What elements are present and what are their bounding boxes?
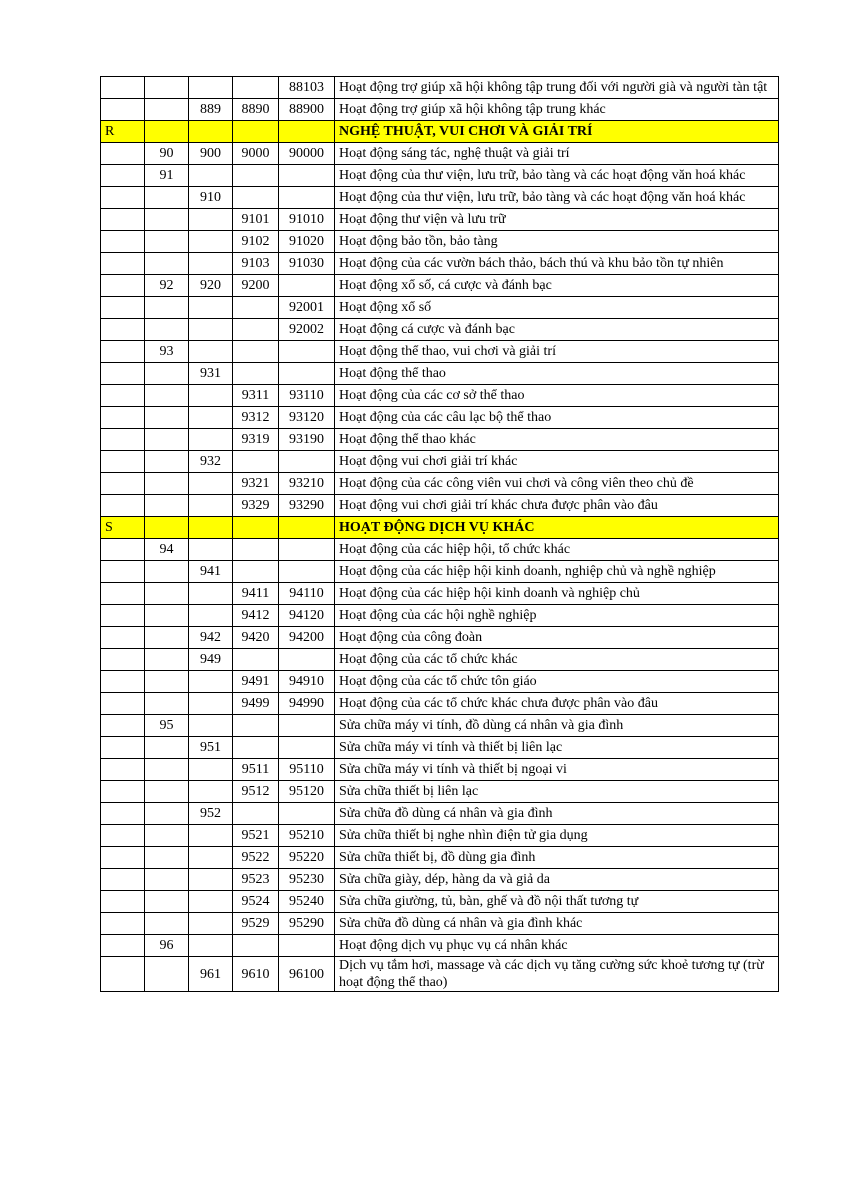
level3-code-cell [189,231,233,253]
level2-code-cell [145,517,189,539]
level3-code-cell: 889 [189,99,233,121]
level2-code-cell [145,561,189,583]
level2-code-cell [145,671,189,693]
level4-code-cell: 9411 [233,583,279,605]
level3-code-cell [189,935,233,957]
level4-code-cell [233,517,279,539]
level1-code-cell [101,297,145,319]
level5-code-cell: 88900 [279,99,335,121]
level4-code-cell: 9412 [233,605,279,627]
level3-code-cell [189,385,233,407]
table-row [101,847,779,869]
level3-code-cell: 931 [189,363,233,385]
level1-code-cell [101,627,145,649]
level4-code-cell: 9101 [233,209,279,231]
level1-code-cell [101,759,145,781]
level5-code-cell: 88103 [279,77,335,99]
level3-code-cell: 961 [189,957,233,992]
level5-code-cell: 93210 [279,473,335,495]
table-row [101,253,779,275]
table-row [101,957,779,992]
level5-code-cell [279,275,335,297]
level5-code-cell: 94110 [279,583,335,605]
level3-code-cell: 951 [189,737,233,759]
level2-code-cell [145,209,189,231]
description-cell: Hoạt động của các câu lạc bộ thể thao [335,407,779,429]
level5-code-cell [279,451,335,473]
level1-code-cell [101,891,145,913]
description-cell: Hoạt động của các công viên vui chơi và công viên theo chủ đề [335,473,779,495]
table-row [101,473,779,495]
level5-code-cell: 94990 [279,693,335,715]
table-row [101,913,779,935]
level2-code-cell [145,363,189,385]
level4-code-cell [233,649,279,671]
table-row [101,385,779,407]
level4-code-cell: 9511 [233,759,279,781]
level3-code-cell [189,209,233,231]
level2-code-cell [145,231,189,253]
level4-code-cell: 9521 [233,825,279,847]
level3-code-cell: 920 [189,275,233,297]
level3-code-cell [189,583,233,605]
level3-code-cell [189,869,233,891]
description-cell: Hoạt động trợ giúp xã hội không tập trung khác [335,99,779,121]
description-cell: Hoạt động trợ giúp xã hội không tập trung đối với người già và người tàn tật [335,77,779,99]
description-cell: Sửa chữa giày, dép, hàng da và giả da [335,869,779,891]
level4-code-cell: 9420 [233,627,279,649]
level2-code-cell [145,649,189,671]
level3-code-cell [189,319,233,341]
level4-code-cell [233,363,279,385]
description-cell: Hoạt động của công đoàn [335,627,779,649]
level1-code-cell [101,957,145,992]
level5-code-cell [279,737,335,759]
level3-code-cell [189,165,233,187]
level3-code-cell: 910 [189,187,233,209]
level1-code-cell [101,737,145,759]
level2-code-cell [145,759,189,781]
level2-code-cell: 95 [145,715,189,737]
level4-code-cell [233,165,279,187]
level4-code-cell: 9522 [233,847,279,869]
level3-code-cell [189,671,233,693]
level3-code-cell [189,891,233,913]
level3-code-cell: 941 [189,561,233,583]
level4-code-cell: 9321 [233,473,279,495]
level2-code-cell [145,605,189,627]
level5-code-cell [279,121,335,143]
level3-code-cell [189,605,233,627]
description-cell: Hoạt động vui chơi giải trí khác [335,451,779,473]
level4-code-cell: 8890 [233,99,279,121]
description-cell: Sửa chữa máy vi tính và thiết bị ngoại vi [335,759,779,781]
level1-code-cell [101,99,145,121]
level3-code-cell: 932 [189,451,233,473]
level3-code-cell [189,913,233,935]
level4-code-cell: 9102 [233,231,279,253]
level2-code-cell [145,451,189,473]
level2-code-cell [145,297,189,319]
table-row [101,209,779,231]
level4-code-cell [233,319,279,341]
level4-code-cell [233,737,279,759]
section-row [101,121,779,143]
table-row [101,583,779,605]
level5-code-cell: 91010 [279,209,335,231]
level5-code-cell: 90000 [279,143,335,165]
level4-code-cell [233,451,279,473]
table-row [101,451,779,473]
table-row [101,891,779,913]
table-row [101,275,779,297]
level2-code-cell [145,187,189,209]
level5-code-cell: 93120 [279,407,335,429]
description-cell: Sửa chữa máy vi tính, đồ dùng cá nhân và gia đình [335,715,779,737]
level2-code-cell [145,99,189,121]
level4-code-cell [233,77,279,99]
level5-code-cell: 93190 [279,429,335,451]
level5-code-cell: 96100 [279,957,335,992]
level1-code-cell [101,495,145,517]
level3-code-cell: 952 [189,803,233,825]
description-cell: Hoạt động của các hiệp hội kinh doanh, nghiệp chủ và nghề nghiệp [335,561,779,583]
level5-code-cell: 95240 [279,891,335,913]
level5-code-cell: 95110 [279,759,335,781]
description-cell: Sửa chữa đồ dùng cá nhân và gia đình khác [335,913,779,935]
level1-code-cell: R [101,121,145,143]
level5-code-cell: 95210 [279,825,335,847]
level5-code-cell [279,363,335,385]
level2-code-cell: 91 [145,165,189,187]
level2-code-cell [145,803,189,825]
level5-code-cell [279,165,335,187]
level3-code-cell [189,407,233,429]
table-row [101,715,779,737]
level2-code-cell [145,473,189,495]
level1-code-cell [101,649,145,671]
level3-code-cell: 942 [189,627,233,649]
level2-code-cell [145,627,189,649]
level5-code-cell [279,561,335,583]
table-row [101,561,779,583]
level2-code-cell [145,429,189,451]
table-row [101,363,779,385]
level4-code-cell [233,715,279,737]
level5-code-cell: 92002 [279,319,335,341]
level4-code-cell [233,561,279,583]
level5-code-cell: 91030 [279,253,335,275]
level3-code-cell [189,253,233,275]
level4-code-cell: 9523 [233,869,279,891]
description-cell: Hoạt động vui chơi giải trí khác chưa được phân vào đâu [335,495,779,517]
level5-code-cell [279,187,335,209]
table-row [101,781,779,803]
level1-code-cell [101,869,145,891]
level3-code-cell [189,847,233,869]
description-cell: Dịch vụ tắm hơi, massage và các dịch vụ tăng cường sức khoẻ tương tự (trừ hoạt động thể thao) [335,957,779,992]
level3-code-cell [189,429,233,451]
level5-code-cell: 92001 [279,297,335,319]
description-cell: Hoạt động thể thao khác [335,429,779,451]
description-cell: Hoạt động thể thao, vui chơi và giải trí [335,341,779,363]
description-cell: Sửa chữa thiết bị liên lạc [335,781,779,803]
level2-code-cell: 92 [145,275,189,297]
table-row [101,77,779,99]
level2-code-cell [145,253,189,275]
table-row [101,341,779,363]
level3-code-cell: 949 [189,649,233,671]
level4-code-cell [233,803,279,825]
level3-code-cell [189,693,233,715]
level1-code-cell [101,429,145,451]
level3-code-cell [189,341,233,363]
level3-code-cell: 900 [189,143,233,165]
level2-code-cell: 94 [145,539,189,561]
level1-code-cell [101,539,145,561]
table-row [101,407,779,429]
level3-code-cell [189,473,233,495]
description-cell: Hoạt động sáng tác, nghệ thuật và giải trí [335,143,779,165]
level1-code-cell [101,143,145,165]
level1-code-cell [101,385,145,407]
level1-code-cell [101,187,145,209]
level4-code-cell: 9529 [233,913,279,935]
level2-code-cell [145,891,189,913]
table-row [101,319,779,341]
level1-code-cell [101,803,145,825]
level1-code-cell [101,561,145,583]
level1-code-cell [101,715,145,737]
level3-code-cell [189,539,233,561]
level2-code-cell [145,407,189,429]
table-row [101,429,779,451]
description-cell: Sửa chữa thiết bị, đồ dùng gia đình [335,847,779,869]
table-row [101,605,779,627]
level5-code-cell: 94120 [279,605,335,627]
level5-code-cell [279,517,335,539]
table-row [101,187,779,209]
table-row [101,737,779,759]
table-row [101,231,779,253]
level1-code-cell [101,275,145,297]
level3-code-cell [189,121,233,143]
level5-code-cell: 95290 [279,913,335,935]
level5-code-cell: 93110 [279,385,335,407]
level4-code-cell [233,935,279,957]
level1-code-cell [101,451,145,473]
description-cell: Hoạt động xổ số [335,297,779,319]
description-cell: Sửa chữa thiết bị nghe nhìn điện tử gia dụng [335,825,779,847]
level4-code-cell [233,297,279,319]
level1-code-cell [101,165,145,187]
level5-code-cell [279,539,335,561]
table-row [101,649,779,671]
level4-code-cell: 9329 [233,495,279,517]
level2-code-cell: 93 [145,341,189,363]
level1-code-cell [101,253,145,275]
level4-code-cell [233,121,279,143]
table-row [101,803,779,825]
level5-code-cell [279,341,335,363]
level5-code-cell: 95220 [279,847,335,869]
description-cell: Hoạt động của các hiệp hội kinh doanh và nghiệp chủ [335,583,779,605]
level1-code-cell [101,407,145,429]
level2-code-cell [145,319,189,341]
level1-code-cell [101,825,145,847]
description-cell: Sửa chữa giường, tủ, bàn, ghế và đồ nội thất tương tự [335,891,779,913]
table-row [101,627,779,649]
description-cell: Hoạt động thư viện và lưu trữ [335,209,779,231]
level5-code-cell: 93290 [279,495,335,517]
level3-code-cell [189,781,233,803]
level1-code-cell [101,671,145,693]
level2-code-cell [145,825,189,847]
level5-code-cell [279,649,335,671]
level2-code-cell [145,847,189,869]
description-cell: Hoạt động của các cơ sở thể thao [335,385,779,407]
description-cell: Hoạt động của các vườn bách thảo, bách thú và khu bảo tồn tự nhiên [335,253,779,275]
level4-code-cell: 9319 [233,429,279,451]
level5-code-cell [279,715,335,737]
table-row [101,539,779,561]
description-cell: NGHỆ THUẬT, VUI CHƠI VÀ GIẢI TRÍ [335,121,779,143]
level4-code-cell: 9512 [233,781,279,803]
level3-code-cell [189,825,233,847]
description-cell: Hoạt động xổ số, cá cược và đánh bạc [335,275,779,297]
description-cell: Sửa chữa đồ dùng cá nhân và gia đình [335,803,779,825]
table-row [101,825,779,847]
level1-code-cell [101,913,145,935]
description-cell: Hoạt động của các hiệp hội, tổ chức khác [335,539,779,561]
level5-code-cell: 94910 [279,671,335,693]
level1-code-cell [101,693,145,715]
level1-code-cell [101,583,145,605]
description-cell: Hoạt động của các tổ chức khác chưa được phân vào đâu [335,693,779,715]
level1-code-cell [101,847,145,869]
level2-code-cell [145,121,189,143]
level4-code-cell: 9524 [233,891,279,913]
level1-code-cell [101,935,145,957]
description-cell: Hoạt động của thư viện, lưu trữ, bảo tàng và các hoạt động văn hoá khác [335,187,779,209]
section-row [101,517,779,539]
table-row [101,935,779,957]
description-cell: Hoạt động của các hội nghề nghiệp [335,605,779,627]
level2-code-cell: 90 [145,143,189,165]
level2-code-cell [145,781,189,803]
level4-code-cell: 9312 [233,407,279,429]
level2-code-cell [145,913,189,935]
level1-code-cell [101,341,145,363]
level5-code-cell: 95230 [279,869,335,891]
level4-code-cell: 9491 [233,671,279,693]
level4-code-cell: 9311 [233,385,279,407]
description-cell: Hoạt động của các tổ chức tôn giáo [335,671,779,693]
level1-code-cell [101,363,145,385]
industry-code-table [100,76,779,992]
level3-code-cell [189,495,233,517]
level1-code-cell [101,77,145,99]
level2-code-cell [145,957,189,992]
description-cell: Hoạt động bảo tồn, bảo tàng [335,231,779,253]
description-cell: HOẠT ĐỘNG DỊCH VỤ KHÁC [335,517,779,539]
description-cell: Hoạt động cá cược và đánh bạc [335,319,779,341]
level5-code-cell: 91020 [279,231,335,253]
level2-code-cell [145,693,189,715]
level2-code-cell [145,77,189,99]
level1-code-cell [101,473,145,495]
table-row [101,869,779,891]
level1-code-cell [101,605,145,627]
level2-code-cell [145,737,189,759]
level4-code-cell: 9499 [233,693,279,715]
table-row [101,99,779,121]
level1-code-cell [101,781,145,803]
level1-code-cell [101,209,145,231]
level4-code-cell: 9000 [233,143,279,165]
level3-code-cell [189,77,233,99]
level4-code-cell [233,187,279,209]
table-row [101,759,779,781]
level3-code-cell [189,517,233,539]
table-row [101,143,779,165]
level1-code-cell [101,231,145,253]
table-row [101,693,779,715]
level4-code-cell: 9103 [233,253,279,275]
level4-code-cell [233,341,279,363]
level2-code-cell: 96 [145,935,189,957]
table-row [101,495,779,517]
description-cell: Hoạt động của các tổ chức khác [335,649,779,671]
level1-code-cell: S [101,517,145,539]
level3-code-cell [189,297,233,319]
table-row [101,165,779,187]
table-row [101,671,779,693]
level3-code-cell [189,715,233,737]
level2-code-cell [145,583,189,605]
table-row [101,297,779,319]
description-cell: Hoạt động dịch vụ phục vụ cá nhân khác [335,935,779,957]
level5-code-cell [279,803,335,825]
description-cell: Hoạt động thể thao [335,363,779,385]
level1-code-cell [101,319,145,341]
description-cell: Hoạt động của thư viện, lưu trữ, bảo tàng và các hoạt động văn hoá khác [335,165,779,187]
level2-code-cell [145,495,189,517]
level2-code-cell [145,869,189,891]
level2-code-cell [145,385,189,407]
level5-code-cell: 94200 [279,627,335,649]
level4-code-cell: 9610 [233,957,279,992]
level3-code-cell [189,759,233,781]
level4-code-cell: 9200 [233,275,279,297]
level5-code-cell: 95120 [279,781,335,803]
description-cell: Sửa chữa máy vi tính và thiết bị liên lạc [335,737,779,759]
level5-code-cell [279,935,335,957]
level4-code-cell [233,539,279,561]
